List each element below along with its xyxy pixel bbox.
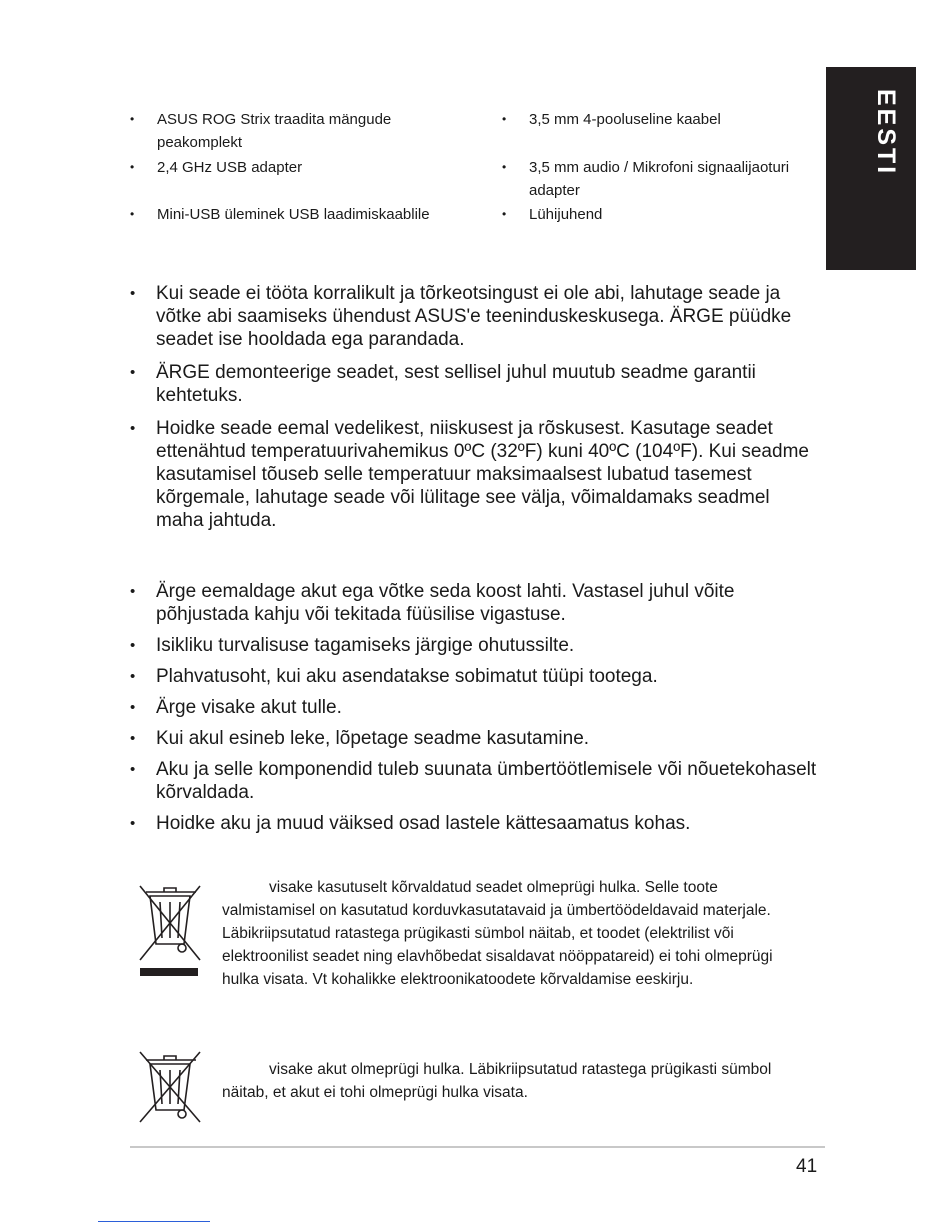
product-disposal-text: visake kasutuselt kõrvaldatud seadet olmeprügi hulka. Selle toote valmistamisel on kasutatud korduvkasutatavaid ja ümbertöödeldavaid materjale. Läbikriipsutatud ratastega prügikasti sümbol näitab, et toodet (elektrilist või elektroonilist seadet ning elavhõbedat sisaldavat nööppatareid) ei tohi olmeprügi hulka visata. Vt kohalikke elektroonikatoodete kõrvaldamise eeskirju. <box>222 879 773 988</box>
list-item-text: Ärge visake akut tulle. <box>156 697 342 718</box>
list-item-text: Plahvatusoht, kui aku asendatakse sobimatut tüüpi tootega. <box>156 666 658 687</box>
package-item <box>502 156 832 202</box>
list-item <box>128 634 818 657</box>
bullet: • <box>130 112 135 126</box>
battery-disposal-text: visake akut olmeprügi hulka. Läbikriipsutatud ratastega prügikasti sümbol näitab, et akut ei tohi olmeprügi hulka visata. <box>222 1061 772 1101</box>
package-item <box>130 108 430 154</box>
package-item-text: Mini-USB üleminek USB laadimiskaablile <box>157 206 430 223</box>
package-item <box>502 203 832 226</box>
bullet: • <box>130 815 136 832</box>
list-item <box>128 361 818 407</box>
package-contents-list <box>130 108 830 238</box>
list-item <box>128 665 818 688</box>
list-item <box>128 282 818 351</box>
package-item <box>130 203 470 226</box>
bullet: • <box>130 364 136 381</box>
bullet: • <box>130 668 136 685</box>
list-item-text: Ärge eemaldage akut ega võtke seda koost lahti. Vastasel juhul võite põhjustada kahju või tekitada füüsilise vigastuse. <box>156 581 735 625</box>
package-item-text: ASUS ROG Strix traadita mängude peakomplekt <box>157 111 392 151</box>
safety-guidelines-list <box>128 282 818 542</box>
crossed-out-wheelie-bin-icon <box>136 1048 204 1124</box>
bullet: • <box>130 637 136 654</box>
list-item <box>128 758 818 804</box>
bullet: • <box>502 207 507 221</box>
package-item-text: 2,4 GHz USB adapter <box>157 159 303 176</box>
list-item <box>128 812 818 835</box>
package-item <box>130 156 430 179</box>
package-item-text: Lühijuhend <box>529 206 603 223</box>
list-item-text: Hoidke aku ja muud väiksed osad lastele kättesaamatus kohas. <box>156 813 691 834</box>
bullet: • <box>130 160 135 174</box>
crossed-out-wheelie-bin-icon <box>136 876 204 976</box>
package-item <box>502 108 832 131</box>
list-item-text: ÄRGE demonteerige seadet, sest sellisel juhul muutub seadme garantii kehtetuks. <box>156 362 756 406</box>
bullet: • <box>130 699 136 716</box>
list-item <box>128 696 818 719</box>
footer-accent-line <box>98 1221 210 1222</box>
battery-safety-list <box>128 580 818 843</box>
list-item-text: Hoidke seade eemal vedelikest, niiskusest ja rõskusest. Kasutage seadet ettenähtud temperatuurivahemikus 0ºC (32ºF) kuni 40ºC (104ºF). Kui seadme kasutamisel tõuseb selle temperatuur maksimaalsest lubatud tasemest kõrgemale, lahutage seade või lülitage see välja, võimaldamaks seadmel maha jahtuda. <box>156 418 809 531</box>
footer-divider <box>130 1146 825 1148</box>
bullet: • <box>130 583 136 600</box>
package-item-text: 3,5 mm 4-pooluseline kaabel <box>529 111 721 128</box>
bullet: • <box>130 730 136 747</box>
page-number: 41 <box>796 1156 818 1177</box>
language-side-tab <box>826 67 916 270</box>
list-item-text: Isikliku turvalisuse tagamiseks järgige ohutussilte. <box>156 635 575 656</box>
list-item-text: Kui akul esineb leke, lõpetage seadme kasutamine. <box>156 728 590 749</box>
bullet: • <box>502 112 507 126</box>
bullet: • <box>130 420 136 437</box>
list-item <box>128 727 818 750</box>
bullet: • <box>130 207 135 221</box>
bullet: • <box>502 160 507 174</box>
bullet: • <box>130 285 136 302</box>
language-label: EESTI <box>872 89 900 177</box>
list-item <box>128 417 818 532</box>
package-item-text: 3,5 mm audio / Mikrofoni signaalijaoturi adapter <box>529 159 790 199</box>
list-item-text: Aku ja selle komponendid tuleb suunata ümbertöötlemisele või nõuetekohaselt kõrvaldada. <box>156 759 817 803</box>
list-item-text: Kui seade ei tööta korralikult ja tõrkeotsingust ei ole abi, lahutage seade ja võtke abi saamiseks ühendust ASUS'e teeninduskeskusega. ÄRGE püüdke seadet ise hooldada ega parandada. <box>156 283 792 350</box>
bullet: • <box>130 761 136 778</box>
list-item <box>128 580 818 626</box>
